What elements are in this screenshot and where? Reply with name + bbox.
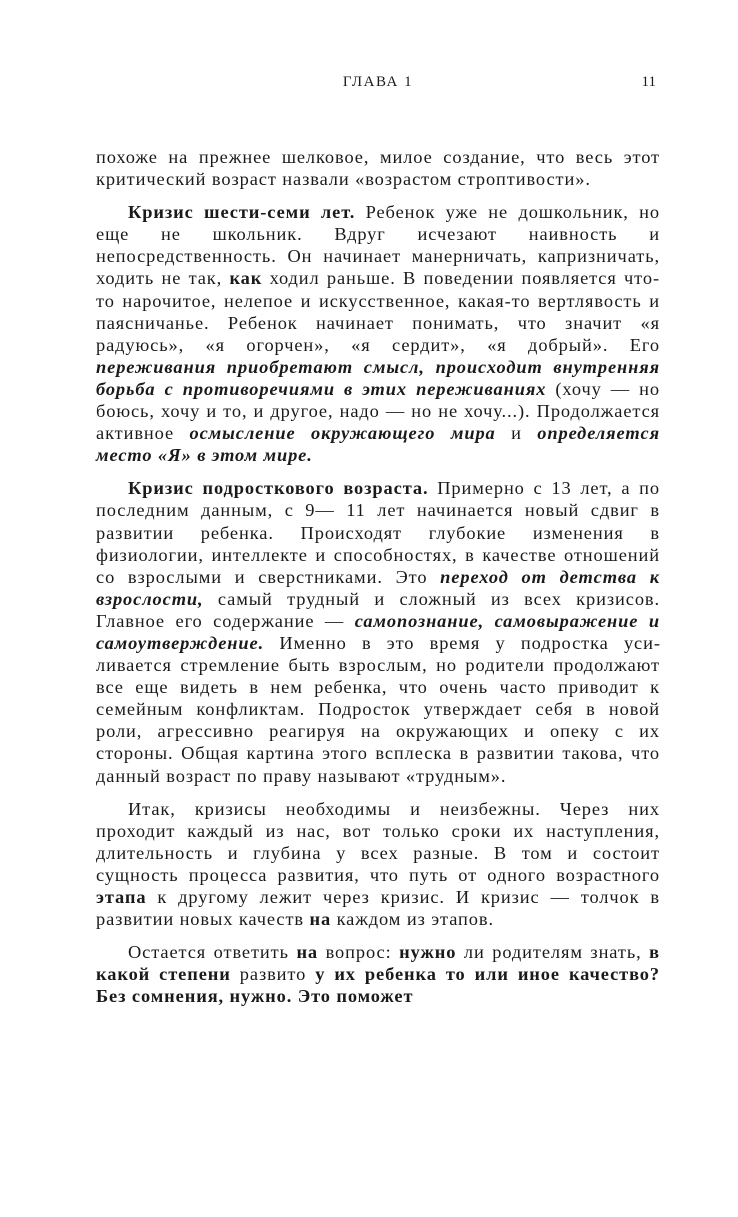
text-run: Именно в это время у подростка усиливается стремление быть взрослым, но родители продолжают все еще видеть в нем ребенка, что очень часто приводит к семейным конфликтам. Подросток утверждает себя в новой роли, агрессивно реагируя на окружающих и опеку с их стороны. Общая картина этого всплеска в развитии такова, что данный возраст по праву называют «трудным». [96,632,660,786]
text-run: каждом из этапов. [331,909,494,930]
paragraph-crisis-adolescence [96,477,660,786]
run-in-heading: Кризис подросткового возраста. [128,478,429,499]
text-run: ходил раньше. В поведении появляется что-то нарочитое, нелепое и искусственное, какая-то вертлявость и паясничанье. Ребенок начинает понимать, что значит «я радуюсь», «я огорчен», «я сердит», «я добрый». Его [96,268,660,355]
bold-text: как [229,268,263,289]
text-run: вопрос: [318,942,400,963]
text-run: похоже на прежнее шелковое, милое создание, что весь этот критический возраст назвали «возрастом строптивости». [96,147,660,190]
emphasis-text: определяется место «Я» в этом мире. [96,423,660,466]
emphasis-text: осмысление окружающего мира [189,423,496,444]
bold-text: в какой степени [96,942,661,985]
page-number: 11 [641,74,656,90]
text-run: развито [230,964,316,985]
text-run: Ребенок уже не дошкольник, но еще не школьник. Вдруг исчезают наивность и непосредственность. Он начинает манерничать, капризничать, ходить не так, [96,202,660,289]
bold-text: на [309,909,332,930]
text-run: Примерно с 13 лет, а по последним данным, с 9— 11 лет начинается новый сдвиг в развитии ребенка. Происходят глубокие изменения в физиологии, интеллекте и способностях, в качестве отношений со взрослыми и сверстниками. Это [96,478,660,587]
paragraph-crises-necessary [96,798,660,931]
emphasis-text: переживания приобретают смысл, происходит внутренняя борьба с противоречиями в этих переживаниях [96,356,660,399]
paragraph-continued [96,146,660,190]
text-run: Остается ответить [128,942,297,963]
text-run: к другому лежит через кризис. И кризис — толчок в развитии новых качеств [96,887,660,930]
paragraph-parents-question [96,941,660,1007]
text-run: самый трудный и сложный из всех кризисов. Главное его содержание — [96,588,660,631]
run-in-heading: Кризис шести-семи лет. [128,202,356,223]
bold-text: у их ребенка то или иное качество? Без сомнения, нужно. Это поможет [96,964,660,1007]
text-run: ли родителям знать, [456,942,650,963]
bold-text: нужно [399,942,457,963]
paragraph-crisis-six-seven [96,201,660,466]
emphasis-text: самопознание, самовыражение и самоутверждение. [96,610,660,653]
body-text [96,146,660,1018]
text-run: (хочу — но боюсь, хочу и то, и другое, надо — но не хочу...). Продолжается активное [96,378,660,444]
bold-text: этапа [96,887,147,907]
text-run: Итак, кризисы необходимы и неизбежны. Через них проходит каждый из нас, вот только сроки их наступления, длительность и глубина у всех разные. В том и состоит сущность процесса развития, что путь от одного возрастного [96,798,660,885]
text-run: и [495,423,538,444]
emphasis-text: переход от детства к взрослости, [96,566,660,609]
running-header [96,74,660,98]
bold-text: на [296,942,319,963]
chapter-title: ГЛАВА 1 [342,74,414,90]
